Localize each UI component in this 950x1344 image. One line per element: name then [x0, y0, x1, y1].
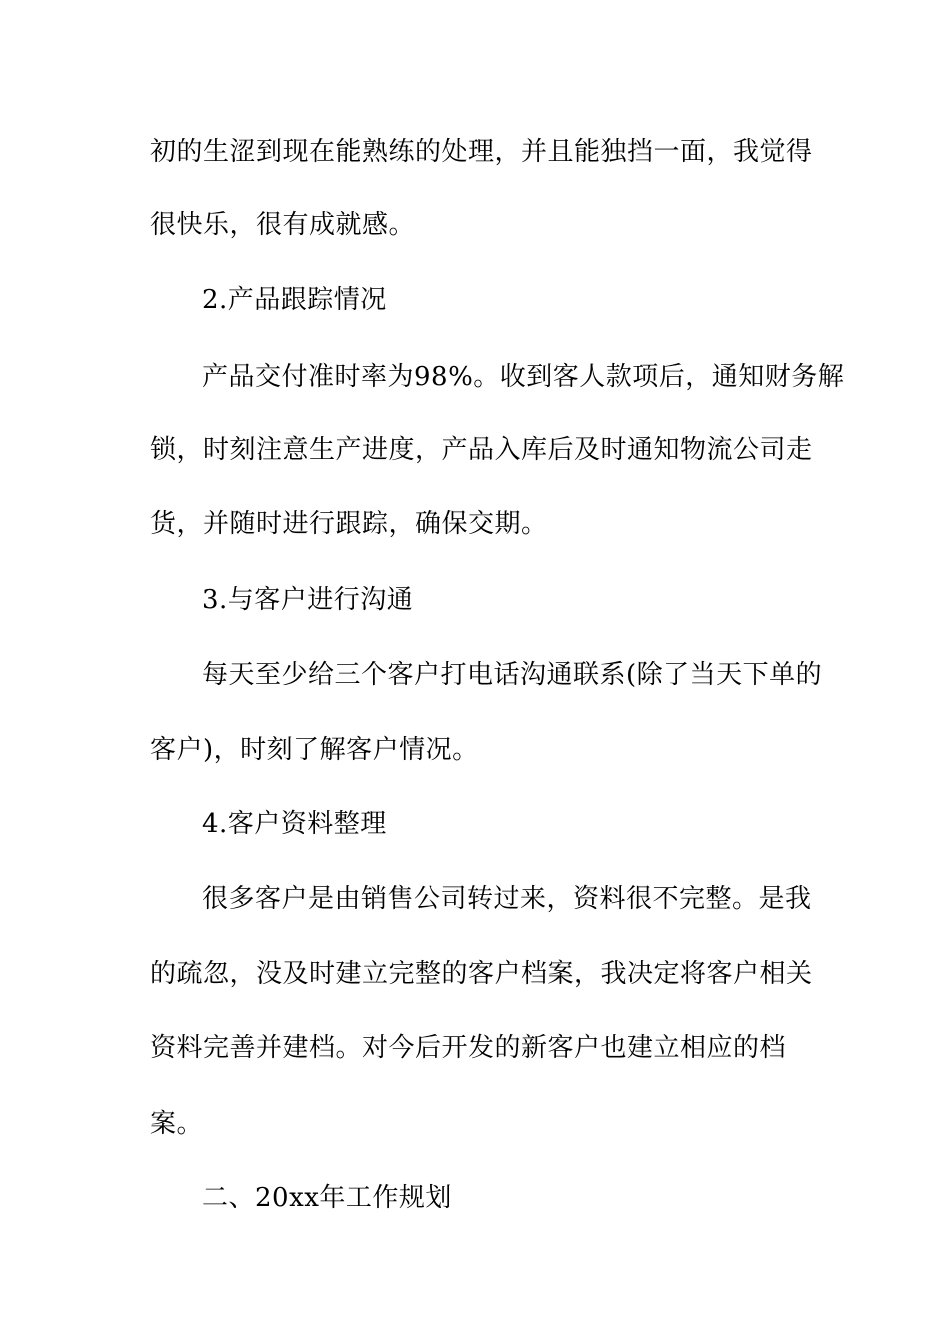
paragraph-line: 案。 — [150, 1109, 204, 1139]
paragraph-line: 锁，时刻注意生产进度，产品入库后及时通知物流公司走 — [150, 435, 813, 465]
section-heading: 3.与客户进行沟通 — [202, 585, 414, 615]
paragraph-line: 初的生涩到现在能熟练的处理，并且能独挡一面，我觉得 — [150, 137, 813, 167]
section-heading: 2.产品跟踪情况 — [202, 285, 387, 315]
paragraph-line: 资料完善并建档。对今后开发的新客户也建立相应的档 — [150, 1033, 787, 1063]
section-heading: 二、20xx年工作规划 — [202, 1183, 452, 1213]
paragraph-line: 客户)，时刻了解客户情况。 — [150, 735, 479, 765]
paragraph-line: 每天至少给三个客户打电话沟通联系(除了当天下单的 — [202, 660, 823, 690]
section-heading: 4.客户资料整理 — [202, 809, 387, 839]
paragraph-line: 很快乐，很有成就感。 — [150, 210, 416, 240]
paragraph-line: 的疏忽，没及时建立完整的客户档案，我决定将客户相关 — [150, 959, 813, 989]
paragraph-line: 产品交付准时率为98%。收到客人款项后，通知财务解 — [202, 362, 845, 392]
paragraph-line: 货，并随时进行跟踪，确保交期。 — [150, 509, 548, 539]
paragraph-line: 很多客户是由销售公司转过来，资料很不完整。是我 — [202, 884, 812, 914]
